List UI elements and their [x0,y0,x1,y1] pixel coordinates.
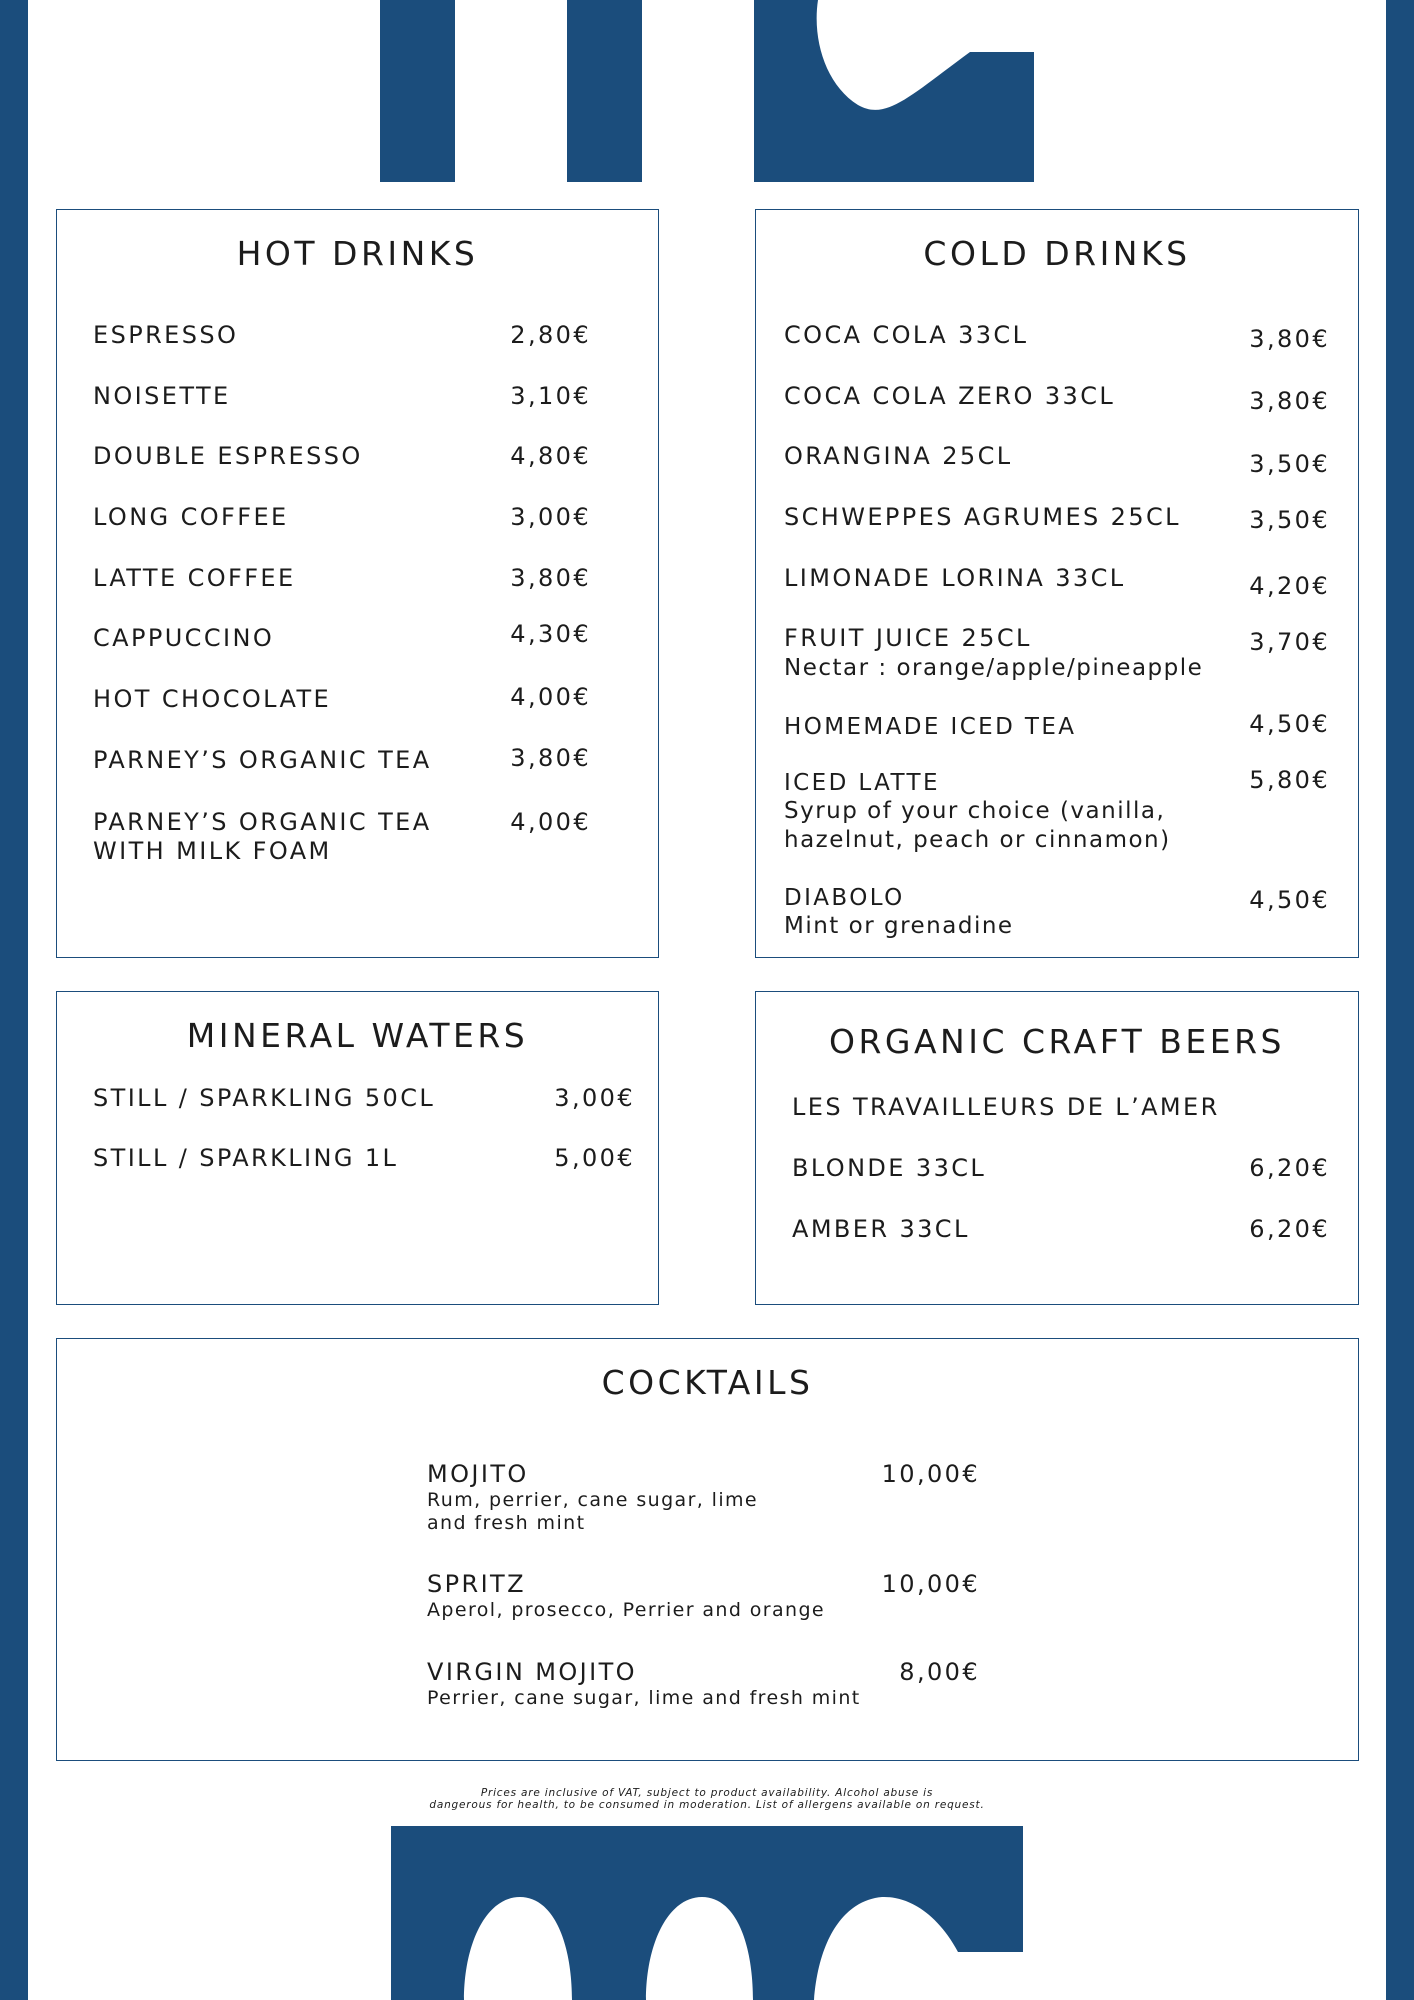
menu-item-description: Rum, perrier, cane sugar, lime [427,1489,759,1511]
menu-item-price: 6,20€ [1249,1154,1330,1182]
menu-item-name: MOJITO [427,1460,529,1488]
menu-item-name: STILL / SPARKLING 1L [93,1144,399,1172]
menu-item-name: DIABOLO [784,885,905,911]
cold-drinks-title: COLD DRINKS [923,234,1191,273]
footer-disclaimer-line2: dangerous for health, to be consumed in moderation. List of allergens available on request. [429,1799,985,1811]
craft-beers-section [755,991,1359,1305]
menu-item-price: 3,80€ [510,744,591,772]
menu-item-name: ORANGINA 25CL [784,442,1013,470]
menu-item-price: 4,50€ [1249,710,1330,738]
menu-item-name: PARNEY’S ORGANIC TEA [93,808,432,836]
menu-item-price: 10,00€ [881,1460,980,1488]
menu-item-name: BLONDE 33CL [792,1154,987,1182]
left-border-band [0,0,28,2000]
menu-item-name: CAPPUCCINO [93,624,275,652]
menu-item-price: 2,80€ [510,321,591,349]
menu-item-name-line2: WITH MILK FOAM [93,837,332,865]
menu-item-price: 3,80€ [1249,325,1330,353]
menu-item-price: 4,50€ [1249,886,1330,914]
menu-item-price: 8,00€ [899,1658,980,1686]
menu-item-price: 3,50€ [1249,506,1330,534]
menu-item-price: 3,00€ [510,503,591,531]
menu-item-name: LATTE COFFEE [93,564,296,592]
menu-item-description: Perrier, cane sugar, lime and fresh mint [427,1687,861,1709]
menu-item-name: STILL / SPARKLING 50CL [93,1084,436,1112]
menu-item-description: Nectar : orange/apple/pineapple [784,655,1204,681]
menu-item-price: 4,00€ [510,683,591,711]
menu-item-price: 5,00€ [554,1144,635,1172]
menu-item-name: LONG COFFEE [93,503,289,531]
menu-item-price: 4,00€ [510,808,591,836]
menu-item-name: COCA COLA 33CL [784,321,1029,349]
hot-drinks-title: HOT DRINKS [236,234,479,273]
menu-item-price: 3,80€ [1249,387,1330,415]
menu-item-price: 3,50€ [1249,450,1330,478]
menu-item-name: ICED LATTE [784,770,940,796]
menu-item-description: and fresh mint [427,1512,586,1534]
menu-item-name: FRUIT JUICE 25CL [784,624,1032,652]
menu-item-name: PARNEY’S ORGANIC TEA [93,746,432,774]
menu-item-description: hazelnut, peach or cinnamon) [784,827,1171,853]
menu-item-price: 4,30€ [510,620,591,648]
cocktails-title: COCKTAILS [601,1363,814,1402]
menu-item-price: 3,00€ [554,1084,635,1112]
menu-item-name: COCA COLA ZERO 33CL [784,382,1116,410]
mineral-waters-title: MINERAL WATERS [186,1016,529,1055]
menu-item-name: HOMEMADE ICED TEA [784,714,1077,740]
menu-item-name: SPRITZ [427,1570,526,1598]
menu-item-description: Mint or grenadine [784,913,1014,939]
menu-item-name: HOT CHOCOLATE [93,685,332,713]
menu-item-description: Aperol, prosecco, Perrier and orange [427,1599,826,1621]
right-border-band [1386,0,1414,2000]
menu-item-name: SCHWEPPES AGRUMES 25CL [784,503,1181,531]
menu-item-price: 5,80€ [1249,766,1330,794]
cocktails-section [56,1338,1359,1761]
brewery-name: LES TRAVAILLEURS DE L’AMER [792,1093,1220,1121]
menu-item-price: 4,80€ [510,442,591,470]
menu-item-price: 3,70€ [1249,628,1330,656]
menu-item-name: LIMONADE LORINA 33CL [784,564,1126,592]
menu-item-name: DOUBLE ESPRESSO [93,442,363,470]
menu-item-price: 4,20€ [1249,572,1330,600]
menu-item-description: Syrup of your choice (vanilla, [784,798,1166,824]
menu-item-price: 3,10€ [510,382,591,410]
menu-item-price: 10,00€ [881,1570,980,1598]
menu-item-name: NOISETTE [93,382,231,410]
bottom-logo-graphic [391,1826,1023,2000]
cold-drinks-section [755,209,1359,958]
footer-disclaimer-line1: Prices are inclusive of VAT, subject to product availability. Alcohol abuse is [480,1787,934,1799]
menu-item-price: 3,80€ [510,564,591,592]
mineral-waters-section [56,991,659,1305]
menu-item-name: ESPRESSO [93,321,239,349]
craft-beers-title: ORGANIC CRAFT BEERS [829,1022,1285,1061]
top-logo-graphic [380,0,1034,184]
menu-item-name: AMBER 33CL [792,1215,970,1243]
hot-drinks-section [56,209,659,958]
menu-item-price: 6,20€ [1249,1215,1330,1243]
menu-item-name: VIRGIN MOJITO [427,1658,637,1686]
